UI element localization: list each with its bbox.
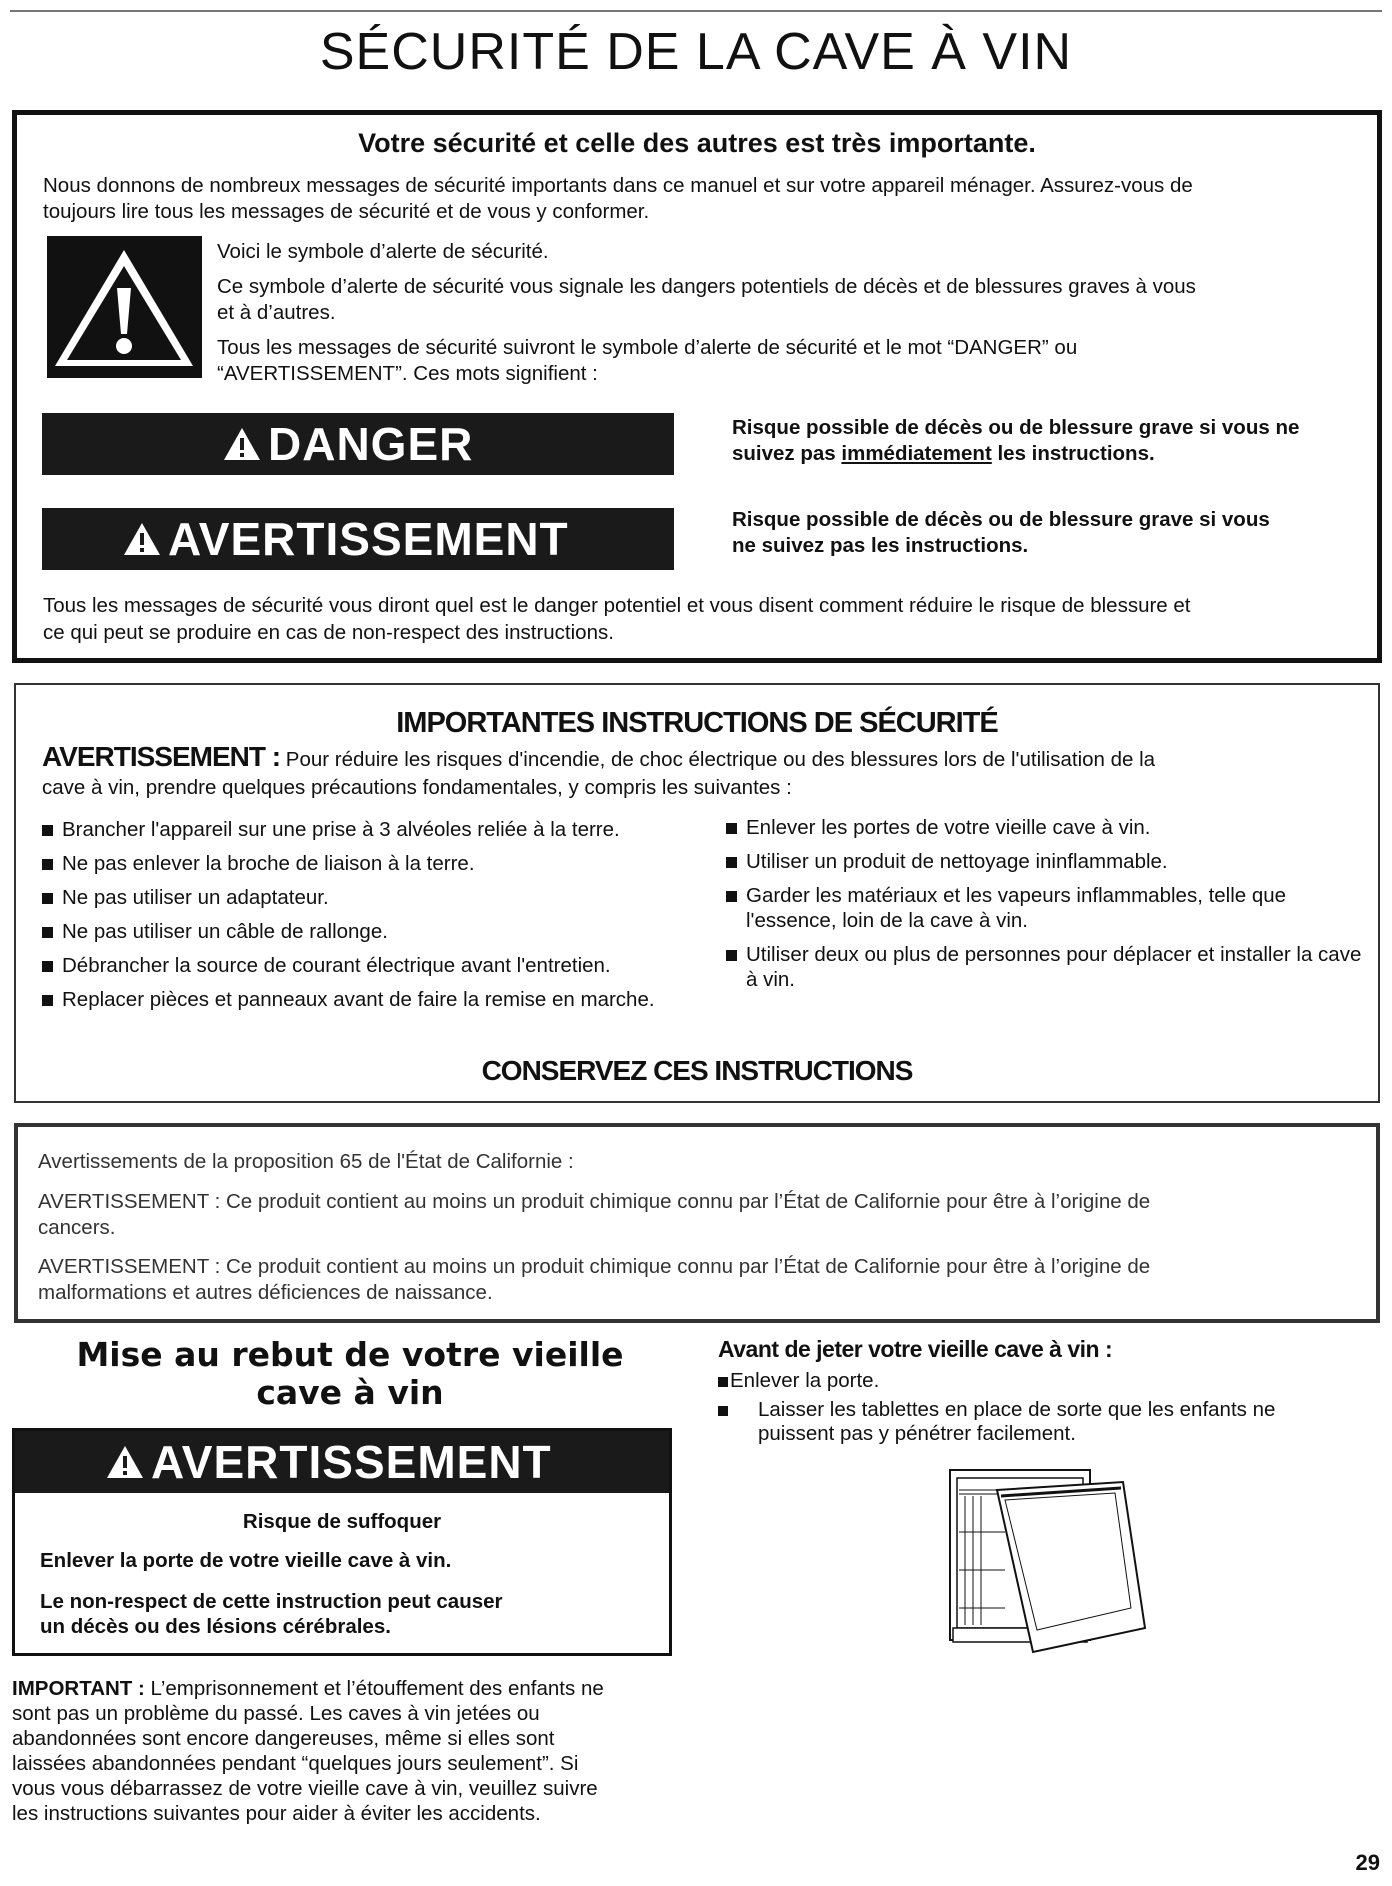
instruction-item [726,883,1366,933]
symbol-desc-2: et à d’autres. [217,301,336,324]
bullet [42,893,53,904]
page-number: 29 [1355,1850,1380,1875]
prop65-box [14,1123,1380,1323]
wine-cellar-door-removed-illustration [945,1460,1155,1660]
instruction-item-text: Garder les matériaux et les vapeurs inflammables, telle que l'essence, loin de la cave à vin. [746,884,1287,932]
important-line: laissées abandonnées pendant “quelques jours seulement”. Si [12,1752,579,1775]
warning-label: AVERTISSEMENT [168,513,569,565]
instructions-warning-1 [42,741,1156,773]
signal-words-1: Tous les messages de sécurité suivront le symbole d’alerte de sécurité et le mot “DANGER” ou [217,336,1078,359]
important-line: L’emprisonnement et l’étouffement des enfants ne [144,1677,604,1700]
instruction-item-text: Ne pas utiliser un adaptateur. [62,886,329,909]
prop65-warning-1a: AVERTISSEMENT : Ce produit contient au moins un produit chimique connu par l’État de Californie pour être à l’origine de [38,1190,1151,1213]
top-rule [10,10,1382,12]
bullet [42,927,53,938]
symbol-desc-1: Ce symbole d’alerte de sécurité vous signale les dangers potentiels de décès et de blessures graves à vous [217,275,1196,298]
important-line: vous vous débarrassez de votre vieille cave à vin, veuillez suivre [12,1777,598,1800]
instructions-box [14,683,1380,1103]
instruction-item-text: Utiliser un produit de nettoyage ininflammable. [746,850,1168,873]
prop65-warning-1b: cancers. [38,1216,116,1239]
important-word: IMPORTANT : [12,1677,145,1700]
intro-line-2: toujours lire tous les messages de sécurité et de vous y conformer. [43,200,650,223]
safety-footer-1: Tous les messages de sécurité vous diront quel est le danger potentiel et vous disent comment réduire le risque de blessure et [43,594,1191,617]
warning-risk [732,507,1270,559]
disposal-warning-label: AVERTISSEMENT [151,1436,552,1488]
danger-label: DANGER [268,418,474,470]
bullet [726,891,737,902]
consequence-line-1: Le non-respect de cette instruction peut causer [40,1590,503,1613]
bullet [718,1406,728,1416]
save-instructions: CONSERVEZ CES INSTRUCTIONS [481,1055,913,1086]
alert-triangle-icon [105,1444,145,1480]
consequence-line-2: un décès ou des lésions cérébrales. [40,1615,391,1638]
instruction-item [726,942,1366,992]
before-disposal-heading: Avant de jeter votre vieille cave à vin : [718,1336,1113,1362]
bullet [726,823,737,834]
before-item-2-line-1: Laisser les tablettes en place de sorte que les enfants ne [758,1398,1276,1421]
prop65-warning-2b: malformations et autres déficiences de naissance. [38,1281,493,1304]
instruction-item [42,851,702,876]
right-instruction-list [726,815,1366,1001]
warning-risk-line-1: Risque possible de décès ou de blessure grave si vous [732,508,1270,531]
danger-risk-2c: les instructions. [991,442,1155,465]
danger-risk-line-2 [732,441,1299,467]
instruction-item [42,817,702,842]
alert-triangle-icon [122,521,162,557]
intro-line-1: Nous donnons de nombreux messages de sécurité importants dans ce manuel et sur votre appareil ménager. Assurez-vous de [43,174,1193,197]
before-item-1-text: Enlever la porte. [730,1369,880,1392]
remove-door-action: Enlever la porte de votre vieille cave à vin. [40,1549,452,1572]
warning-risk-line-2: ne suivez pas les instructions. [732,534,1029,557]
signal-words-2: “AVERTISSEMENT”. Ces mots signifient : [217,362,598,385]
bullet [42,825,53,836]
danger-risk-line-1: Risque possible de décès ou de blessure grave si vous ne [732,416,1300,439]
instruction-item-text: Ne pas enlever la broche de liaison à la terre. [62,852,475,875]
suffocation-risk: Risque de suffoquer [242,1510,442,1533]
instruction-item [42,919,702,944]
danger-banner [42,413,674,475]
disposal-title-2: cave à vin [256,1373,444,1412]
instructions-warning-2: cave à vin, prendre quelques précautions fondamentales, y compris les suivantes : [42,776,792,799]
instructions-heading: IMPORTANTES INSTRUCTIONS DE SÉCURITÉ [396,707,998,739]
danger-risk-2a: suivez pas [732,442,842,465]
before-item-2-line-2: puissent pas y pénétrer facilement. [758,1422,1076,1445]
safety-alert-symbol-icon [47,236,202,378]
prop65-warning-2a: AVERTISSEMENT : Ce produit contient au moins un produit chimique connu par l’État de Californie pour être à l’origine de [38,1255,1151,1278]
suffocation-warning-banner [15,1431,669,1493]
bullet [42,859,53,870]
warning-text-1: Pour réduire les risques d'incendie, de choc électrique ou des blessures lors de l'utilisation de la [285,748,1156,771]
safety-heading: Votre sécurité et celle des autres est très importante. [358,128,1036,158]
important-line: abandonnées sont encore dangereuses, même si elles sont [12,1727,555,1750]
suffocation-warning-box [12,1428,672,1656]
bullet [726,950,737,961]
bullet [718,1377,728,1387]
instruction-item [726,849,1366,874]
instruction-item [42,987,702,1012]
warning-word: AVERTISSEMENT : [42,741,281,772]
important-paragraph [12,1676,682,1826]
disposal-title-1: Mise au rebut de votre vieille [76,1335,624,1374]
instruction-item-text: Replacer pièces et panneaux avant de faire la remise en marche. [62,988,655,1011]
before-item-2 [718,1398,1275,1446]
before-item-1 [718,1368,879,1393]
danger-risk-emphasis: immédiatement [841,442,992,465]
left-instruction-list [42,817,702,1021]
bullet [42,961,53,972]
instruction-item-text: Utiliser deux ou plus de personnes pour déplacer et installer la cave à vin. [746,943,1362,991]
page-title: SÉCURITÉ DE LA CAVE À VIN [319,23,1073,81]
danger-risk [732,415,1299,467]
instruction-item-text: Enlever les portes de votre vieille cave à vin. [746,816,1151,839]
instruction-item-text: Brancher l'appareil sur une prise à 3 alvéoles reliée à la terre. [62,818,620,841]
alert-triangle-icon [222,426,262,462]
instruction-item [726,815,1366,840]
bullet [42,995,53,1006]
instruction-item [42,953,702,978]
instruction-item-text: Ne pas utiliser un câble de rallonge. [62,920,388,943]
instruction-item-text: Débrancher la source de courant électrique avant l'entretien. [62,954,611,977]
instruction-item [42,885,702,910]
bullet [726,857,737,868]
important-line: sont pas un problème du passé. Les caves à vin jetées ou [12,1702,540,1725]
important-line: les instructions suivantes pour aider à éviter les accidents. [12,1802,541,1825]
safety-box [12,110,1382,663]
safety-footer-2: ce qui peut se produire en cas de non-respect des instructions. [43,621,614,644]
symbol-line: Voici le symbole d’alerte de sécurité. [217,240,549,263]
prop65-heading: Avertissements de la proposition 65 de l'État de Californie : [38,1150,574,1173]
warning-banner [42,508,674,570]
